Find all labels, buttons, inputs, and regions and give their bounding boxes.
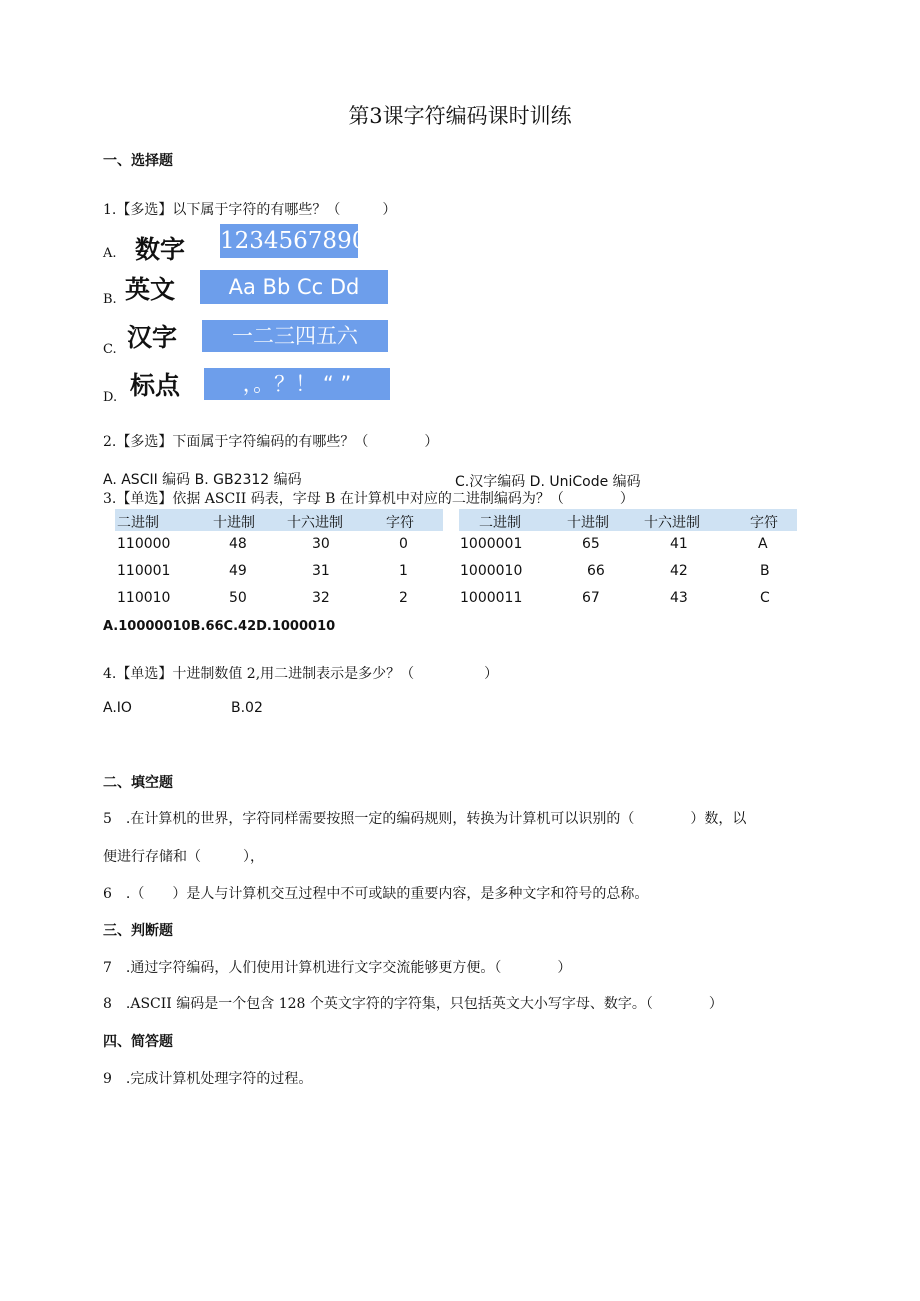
table-header: 十六进制 <box>287 515 343 531</box>
table-header: 十六进制 <box>644 515 700 531</box>
table-cell: C <box>760 590 770 606</box>
table-header: 二进制 <box>479 515 521 531</box>
option-word: 汉字 <box>127 323 178 352</box>
question-9: 9 .完成计算机处理字符的过程。 <box>103 1071 313 1087</box>
option-word: 数字 <box>135 235 186 264</box>
table-cell: 1 <box>399 563 408 579</box>
question-3-options: A.10000010B.66C.42D.1000010 <box>103 619 336 634</box>
question-4-option-b: B.02 <box>231 700 263 716</box>
option-letter: B. <box>103 292 117 307</box>
section-heading-short-answer: 四、简答题 <box>103 1034 173 1050</box>
table-cell: 0 <box>399 536 408 552</box>
table-cell: 65 <box>582 536 600 552</box>
table-cell: 67 <box>582 590 600 606</box>
section-heading-choice: 一、选择题 <box>103 153 173 169</box>
table-cell: 1000010 <box>460 563 523 579</box>
question-3: 3.【单选】依据 ASCII 码表，字母 B 在计算机中对应的二进制编码为？（ ） <box>103 491 634 507</box>
table-cell: 30 <box>312 536 330 552</box>
table-cell: 49 <box>229 563 247 579</box>
table-cell: A <box>758 536 768 552</box>
table-cell: 2 <box>399 590 408 606</box>
question-2-options-ab: A. ASCII 编码 B. GB2312 编码 <box>103 472 302 488</box>
table-cell: 50 <box>229 590 247 606</box>
question-4-option-a: A.IO <box>103 700 132 716</box>
table-cell: 110010 <box>117 590 171 606</box>
table-header: 字符 <box>750 515 778 531</box>
table-header: 字符 <box>386 515 414 531</box>
question-2: 2.【多选】下面属于字符编码的有哪些？（ ） <box>103 434 439 450</box>
table-cell: 32 <box>312 590 330 606</box>
table-cell: 110000 <box>117 536 171 552</box>
option-word: 标点 <box>130 371 181 400</box>
table-cell: 1000011 <box>460 590 523 606</box>
option-letter: C. <box>103 342 117 357</box>
section-heading-judge: 三、判断题 <box>103 923 173 939</box>
question-6: 6 .（ ）是人与计算机交互过程中不可或缺的重要内容，是多种文字和符号的总称。 <box>103 886 649 902</box>
question-1: 1.【多选】以下属于字符的有哪些？（ ） <box>103 202 397 218</box>
table-header: 十进制 <box>567 515 609 531</box>
option-sample-image: 1234567890 <box>220 224 358 258</box>
question-5-line-1: 5 .在计算机的世界，字符同样需要按照一定的编码规则，转换为计算机可以识别的（ ）数，以 <box>103 811 747 827</box>
option-word: 英文 <box>125 275 176 304</box>
table-cell: 42 <box>670 563 688 579</box>
table-cell: 41 <box>670 536 688 552</box>
table-cell: 31 <box>312 563 330 579</box>
table-cell: 66 <box>587 563 605 579</box>
table-cell: 43 <box>670 590 688 606</box>
option-sample-image: 一二三四五六 <box>202 320 388 352</box>
option-letter: A. <box>103 246 117 261</box>
table-cell: 1000001 <box>460 536 523 552</box>
question-2-options-cd: C.汉字编码 D. UniCode 编码 <box>455 474 641 490</box>
table-header: 十进制 <box>213 515 255 531</box>
option-letter: D. <box>103 390 118 405</box>
table-cell: 48 <box>229 536 247 552</box>
question-5-line-2: 便进行存储和（ ）， <box>103 849 264 865</box>
question-7: 7 .通过字符编码，人们使用计算机进行文字交流能够更方便。（ ） <box>103 960 572 976</box>
question-4: 4.【单选】十进制数值 2,用二进制表示是多少？（ ） <box>103 666 499 682</box>
question-8: 8 .ASCII 编码是一个包含 128 个英文字符的字符集，只包括英文大小写字母、数字。（ ） <box>103 996 723 1012</box>
page-title: 第3课字符编码课时训练 <box>348 104 572 128</box>
section-heading-fill: 二、填空题 <box>103 775 173 791</box>
table-header: 二进制 <box>117 515 159 531</box>
option-sample-image: Aa Bb Cc Dd <box>200 270 388 304</box>
table-cell: 110001 <box>117 563 171 579</box>
table-cell: B <box>760 563 770 579</box>
option-sample-image: ，。？！ “ ” <box>204 368 390 400</box>
